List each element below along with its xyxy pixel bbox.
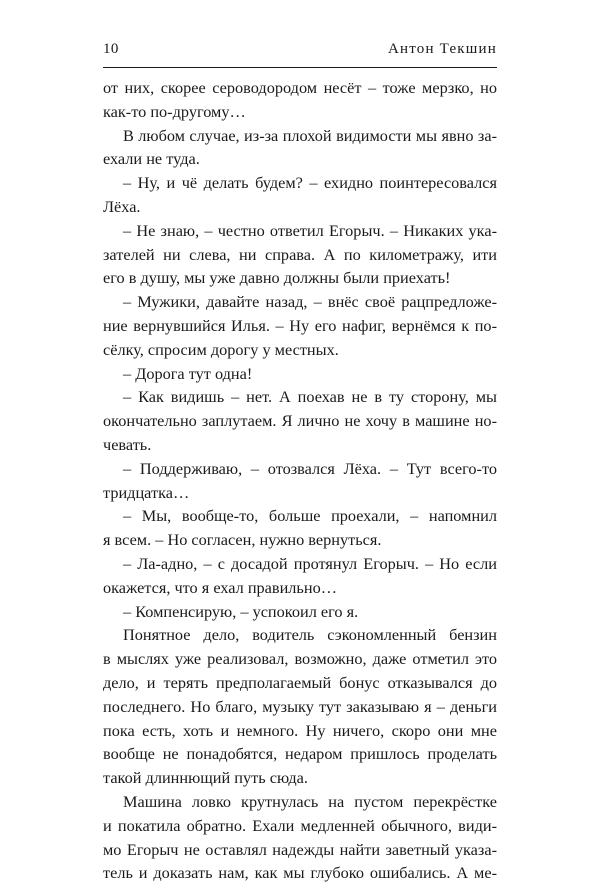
text-line: ехали не туда. xyxy=(103,149,200,169)
text-line: ние вернувшийся Илья. – Ну его нафиг, вернёмся к по- xyxy=(103,315,497,335)
text-line: – Не знаю, – честно ответил Егорыч. – Никаких ука- xyxy=(123,220,497,240)
text-line: – Мужики, давайте назад, – внёс своё рацпредложе- xyxy=(123,292,497,312)
text-line: как-то по-другому… xyxy=(103,101,246,121)
text-line: тридцатка… xyxy=(103,482,190,502)
text-line: от них, скорее сероводородом несёт – тоже мерзко, но xyxy=(103,78,497,97)
text-line: окончательно заплутаем. Я лично не хочу в машине но- xyxy=(103,411,497,431)
text-line: – Компенсирую, – успокоил его я. xyxy=(123,601,359,621)
text-line: – Поддерживаю, – отозвался Лёха. – Тут всего-то xyxy=(123,458,497,478)
text-line: – Дорога тут одна! xyxy=(123,363,253,383)
text-line: – Как видишь – нет. А поехав не в ту сторону, мы xyxy=(123,387,497,407)
running-title: Антон Текшин xyxy=(387,41,497,57)
text-line: пока есть, хоть и немного. Ну ничего, скоро они мне xyxy=(103,720,497,740)
text-line: Машина ловко крутнулась на пустом перекрёстке xyxy=(123,791,497,811)
text-line: сёлку, спросим дорогу у местных. xyxy=(103,339,339,359)
text-line: Понятное дело, водитель сэкономленный бензин xyxy=(123,625,497,645)
body-text xyxy=(103,76,497,885)
header-divider xyxy=(103,67,497,68)
text-line: его в душу, мы уже давно должны были приехать! xyxy=(103,268,451,288)
text-line: окажется, что я ехал правильно… xyxy=(103,577,337,597)
text-line: тель и доказать нам, как мы глубоко ошибались. А ме- xyxy=(103,863,497,883)
text-line: Лёха. xyxy=(103,196,141,216)
text-line: мо Егорыч не оставлял надежды найти заветный указа- xyxy=(103,839,497,859)
text-line: – Ну, и чё делать будем? – ехидно поинтересовался xyxy=(123,173,497,193)
text-line: в мыслях уже реализовал, возможно, даже отметил это xyxy=(103,649,497,669)
text-line: последнего. Но благо, музыку тут заказываю я – деньги xyxy=(103,696,497,716)
text-line: – Ла-адно, – с досадой протянул Егорыч. – Но если xyxy=(123,553,497,573)
running-header xyxy=(103,41,497,63)
text-line: чевать. xyxy=(103,434,152,454)
page-number: 10 xyxy=(103,41,119,57)
text-line: дело, и терять предполагаемый бонус отказывался до xyxy=(103,672,497,692)
text-line: я всем. – Но согласен, нужно вернуться. xyxy=(103,530,382,550)
text-line: и покатила обратно. Ехали медленней обычного, види- xyxy=(103,815,497,835)
text-line: зателей ни слева, ни справа. А по километражу, ити xyxy=(103,244,497,264)
text-line: В любом случае, из-за плохой видимости мы явно за- xyxy=(123,125,497,145)
text-line: такой длиннющий путь сюда. xyxy=(103,768,308,788)
text-line: вообще не понадобятся, недаром пришлось проделать xyxy=(103,744,497,764)
text-line: – Мы, вообще-то, больше проехали, – напомнил xyxy=(123,506,497,526)
